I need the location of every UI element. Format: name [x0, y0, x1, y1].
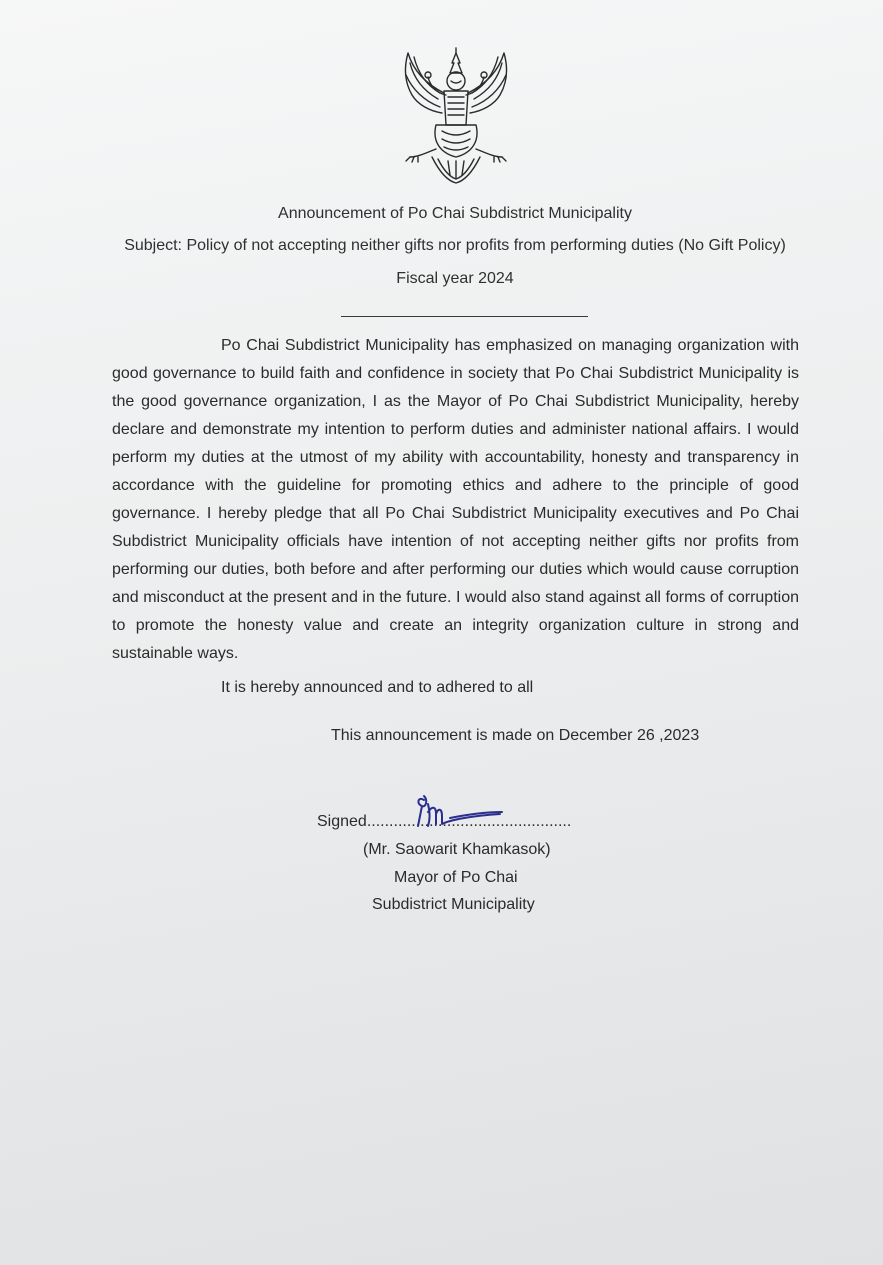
garuda-emblem-icon [392, 45, 520, 187]
fiscal-year: Fiscal year 2024 [396, 270, 514, 287]
body-paragraph [112, 332, 799, 668]
announcement-title: Announcement of Po Chai Subdistrict Municipality [278, 205, 632, 222]
title-divider [341, 316, 588, 317]
announcement-subject: Subject: Policy of not accepting neither gifts nor profits from performing duties (No Gift Policy) [124, 237, 786, 254]
date-line: This announcement is made on December 26 ,2023 [331, 727, 700, 744]
announcement-line: It is hereby announced and to adhered to all [221, 679, 534, 696]
signatory-position-line1: Mayor of Po Chai [394, 869, 518, 886]
signatory-position-line2: Subdistrict Municipality [372, 896, 535, 913]
handwritten-signature [410, 790, 505, 830]
signed-label: Signed [317, 813, 367, 830]
signature-dots: .............................................. [366, 813, 572, 830]
signatory-name: (Mr. Saowarit Khamkasok) [363, 841, 551, 858]
body-paragraph-text: Po Chai Subdistrict Municipality has emphasized on managing organization with good governance to build faith and confidence in society that Po Chai Subdistrict Municipality is the good governance organization, I as the Mayor of Po Chai Subdistrict Municipality, hereby declare and demonstrate my intention to perform duties and administer national affairs. I would perform my duties at the utmost of my ability with accountability, honesty and transparency in accordance with the guideline for promoting ethics and adhere to the principle of good governance. I hereby pledge that all Po Chai Subdistrict Municipality executives and Po Chai Subdistrict Municipality officials have intention of not accepting neither gifts nor profits from performing our duties, both before and after performing our duties which would cause corruption and misconduct at the present and in the future. I would also stand against all forms of corruption to promote the honesty value and create an integrity organization culture in strong and sustainable ways. [112, 337, 799, 662]
